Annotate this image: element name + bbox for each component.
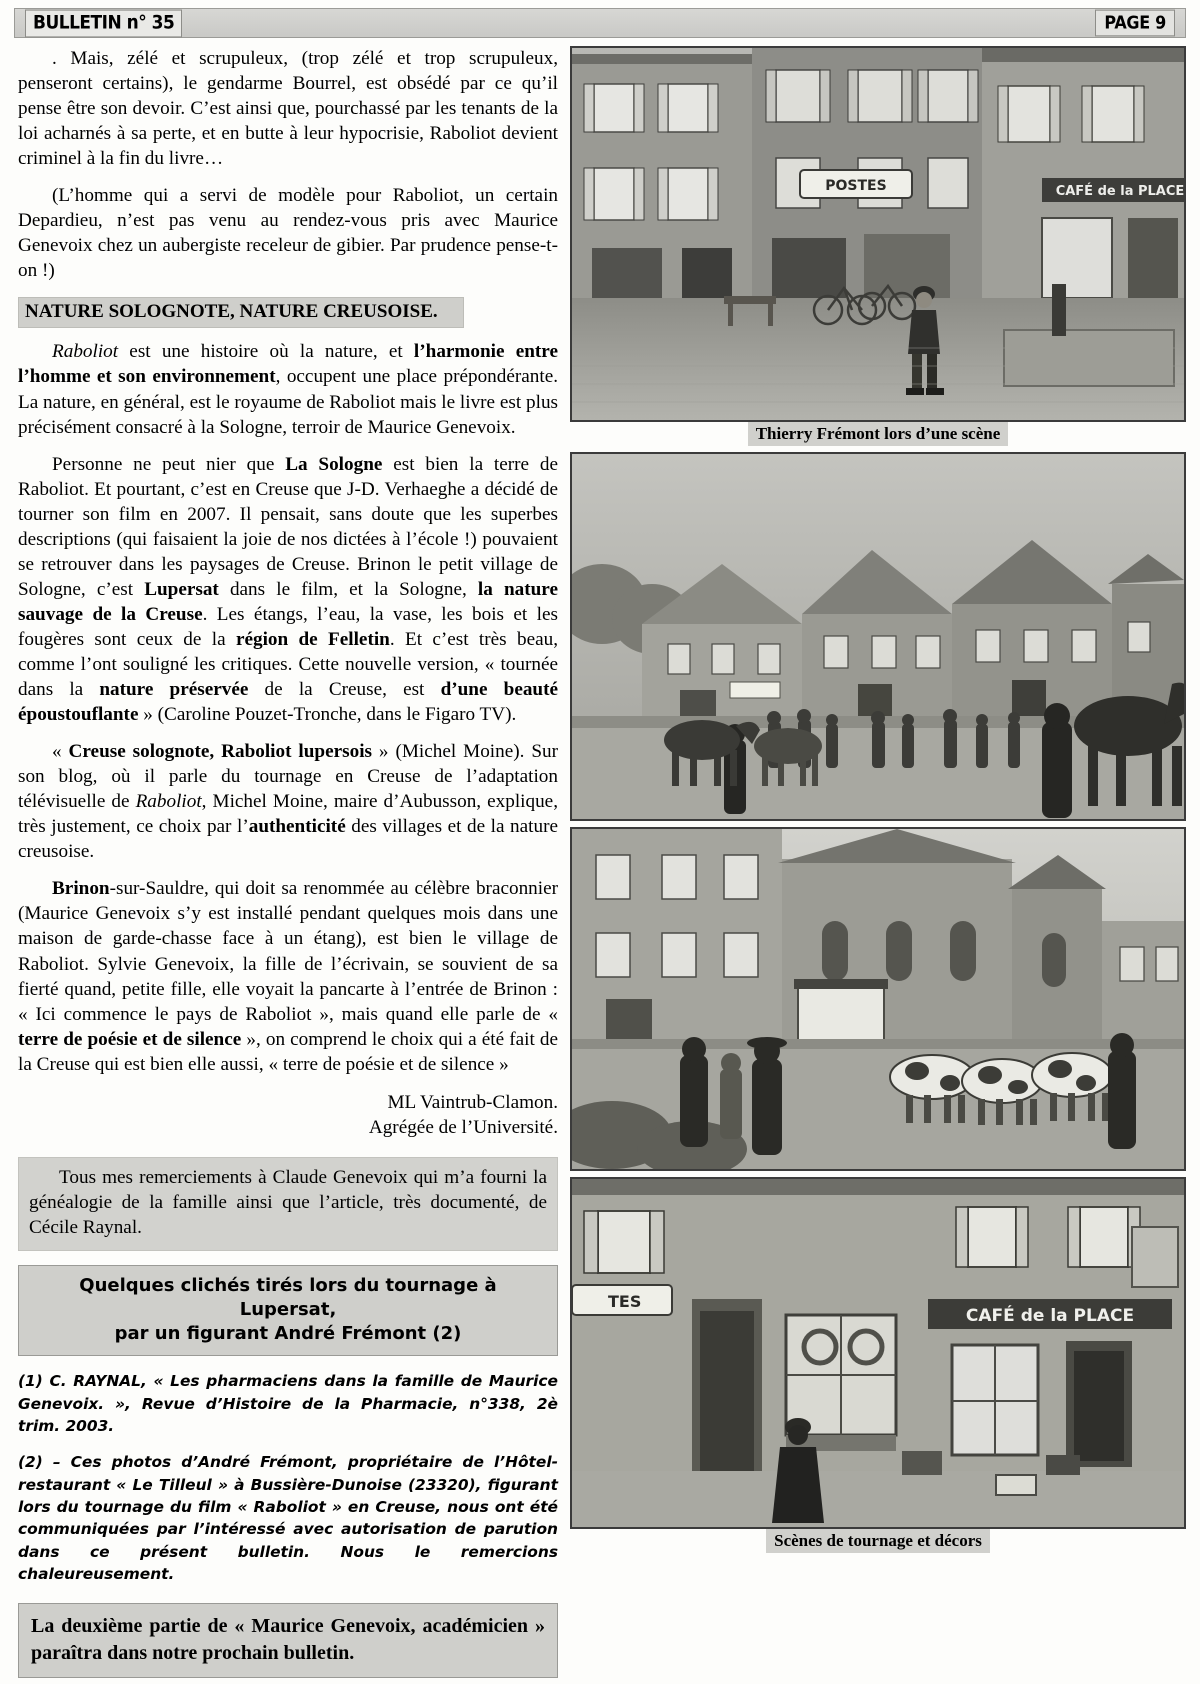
photo-cafe-facade xyxy=(570,1177,1186,1529)
p4-b4: région de Felletin xyxy=(235,628,390,650)
p6-b1: Brinon xyxy=(52,878,110,900)
photo-1-caption-wrap xyxy=(570,422,1186,446)
photo-credit-line2: par un figurant André Frémont (2) xyxy=(114,1323,462,1345)
footnote-1: (1) C. RAYNAL, « Les pharmaciens dans la famille de Maurice Genevoix. », Revue d’Histoire de la Pharmacie, n°338, 2è trim. 2003. xyxy=(18,1372,558,1436)
signature-title: Agrégée de l’Université. xyxy=(368,1116,558,1138)
footnote-2: (2) – Ces photos d’André Frémont, propriétaire de l’Hôtel-restaurant « Le Tilleul » à Bussière-Dunoise (23320), figurant lors du tournage du film « Raboliot » en Creuse, nous ont été communiquées par l’intéressé avec autorisation de parution dans ce présent bulletin. Nous le remercions chaleureusement. xyxy=(18,1453,558,1584)
photo-cattle-church xyxy=(570,827,1186,1171)
page-number: PAGE 9 xyxy=(1095,10,1175,37)
paragraph-6 xyxy=(18,876,558,1076)
p4-b3: la nature sauvage de la Creuse xyxy=(18,578,558,625)
page-header xyxy=(14,8,1186,38)
p5-b2: authenticité xyxy=(248,816,346,838)
svg-text:CAFÉ de la PLACE: CAFÉ de la PLACE xyxy=(1055,184,1184,199)
photo-1-caption: Thierry Frémont lors d’une scène xyxy=(748,422,1009,446)
p4-b1: La Sologne xyxy=(285,453,383,475)
p4-t11: de la Creuse, est xyxy=(248,679,441,701)
p3-t4: , occupent une place prépondérante. La nature, en général, est le royaume de Raboliot mais le livre est plus précisément consacré à la Sologne, terroir de Maurice Genevoix. xyxy=(18,366,559,438)
next-bulletin-box: La deuxième partie de « Maurice Genevoix, académicien » paraîtra dans notre prochain bulletin. xyxy=(18,1603,558,1678)
acknowledgement-box: Tous mes remerciements à Claude Genevoix qui m’a fourni la généalogie de la famille ainsi que l’article, très documenté, de Cécile Raynal. xyxy=(18,1157,558,1251)
photo-credit-box xyxy=(18,1265,558,1357)
p5-t7: des villages et de la nature creusoise. xyxy=(18,816,558,863)
p4-t3: est bien la terre de Raboliot. Et pourtant, c’est en Creuse que J-D. Verhaeghe a décidé de tourner son film en 2007. Il pensait, sans doute que les superbes descriptions (qui faisaient la joie de nos dictées à l’école !) pouvaient se retrouver dans les paysages de Creuse. Brinon le petit village de Sologne, c’est xyxy=(18,453,558,600)
p4-t13: » (Caroline Pouzet-Tronche, dans le Figaro TV). xyxy=(138,704,517,726)
p4-b5: nature préservée xyxy=(99,679,249,701)
photo-4-illustration xyxy=(572,1179,1184,1527)
svg-text:TES: TES xyxy=(608,1292,642,1311)
p6-t2: -sur-Sauldre, qui doit sa renommée au célèbre braconnier (Maurice Genevoix s’y est installé pendant quelques mois dans une maison de garde-chasse face à un étang), est bien le village de Raboliot. Sylvie Genevoix, la fille de l’écrivain, se souvient de sa fierté quand, petite fille, elle voyait la pancarte à l’entrée de Brinon : « Ici commence le pays de Raboliot », mais quand elle parle de « xyxy=(18,878,558,1025)
p5-i1: Raboliot xyxy=(135,791,202,813)
p6-b2: terre de poésie et de silence xyxy=(18,1028,242,1050)
photo-4-caption: Scènes de tournage et décors xyxy=(766,1529,990,1553)
photo-3-illustration xyxy=(572,829,1184,1169)
p3-t2: est une histoire où la nature, et xyxy=(118,341,414,363)
p4-t1: Personne ne peut nier que xyxy=(52,453,286,475)
p5-t1: « xyxy=(52,741,69,763)
signature xyxy=(18,1091,558,1141)
paragraph-4 xyxy=(18,452,558,728)
photo-credit-line1: Quelques clichés tirés lors du tournage à Lupersat, xyxy=(79,1274,497,1320)
paragraph-1: . Mais, zélé et scrupuleux, (trop zélé et trop scrupuleux, penseront certains), le gendarme Bourrel, est obsédé par ce qu’il pense être son devoir. C’est ainsi que, pourchassé par les tenants de la loi acharnés à sa perte, et en butte à leur hypocrisie, Raboliot devient criminel à la fin du livre… xyxy=(18,48,558,170)
photo-2-illustration xyxy=(572,454,1184,819)
photo-1-illustration xyxy=(572,48,1184,420)
photo-village-square-postes xyxy=(570,46,1186,422)
bulletin-number: BULLETIN n° 35 xyxy=(25,9,182,37)
p4-t9: . Et c’est très beau, comme l’ont souligné les critiques. Cette nouvelle version, « tournée dans la xyxy=(18,628,558,701)
p5-t3: » (Michel Moine). Sur son blog, où il parle du tournage en Creuse de l’adaptation télévisuelle de xyxy=(18,741,558,813)
p4-b6: d’une beauté époustouflante xyxy=(18,679,559,726)
paragraph-2: (L’homme qui a servi de modèle pour Raboliot, un certain Depardieu, n’est pas venu au rendez-vous pris avec Maurice Genevoix chez un aubergiste receleur de gibier. Par prudence pense-t-on !) xyxy=(18,185,558,282)
section-heading: NATURE SOLOGNOTE, NATURE CREUSOISE. xyxy=(18,297,464,328)
article-column xyxy=(18,46,558,1678)
p5-t5: , Michel Moine, maire d’Aubusson, explique, très justement, ce choix par l’ xyxy=(18,791,558,838)
signature-author: ML Vaintrub-Clamon. xyxy=(387,1091,558,1113)
svg-text:POSTES: POSTES xyxy=(825,178,887,194)
p4-t5: dans le film, et la Sologne, xyxy=(218,578,478,600)
paragraph-3 xyxy=(18,339,558,439)
p6-t4: », on comprend le choix qui a été fait de la Creuse qui est bien elle aussi, « terre de poésie et de silence » xyxy=(18,1028,558,1075)
p4-b2: Lupersat xyxy=(144,578,219,600)
photo-market-horses xyxy=(570,452,1186,821)
p3-italic: Raboliot xyxy=(52,341,119,363)
paragraph-5 xyxy=(18,739,558,864)
svg-text:CAFÉ de la PLACE: CAFÉ de la PLACE xyxy=(965,1306,1135,1326)
p5-b1: Creuse solognote, Raboliot lupersois xyxy=(68,741,372,763)
p4-t7: . Les étangs, l’eau, la vase, les bois et les fougères sont ceux de la xyxy=(18,603,558,650)
photo-column xyxy=(570,46,1186,1553)
photo-4-caption-wrap xyxy=(570,1529,1186,1553)
p3-bold: l’harmonie entre l’homme et son environnement xyxy=(18,341,558,388)
